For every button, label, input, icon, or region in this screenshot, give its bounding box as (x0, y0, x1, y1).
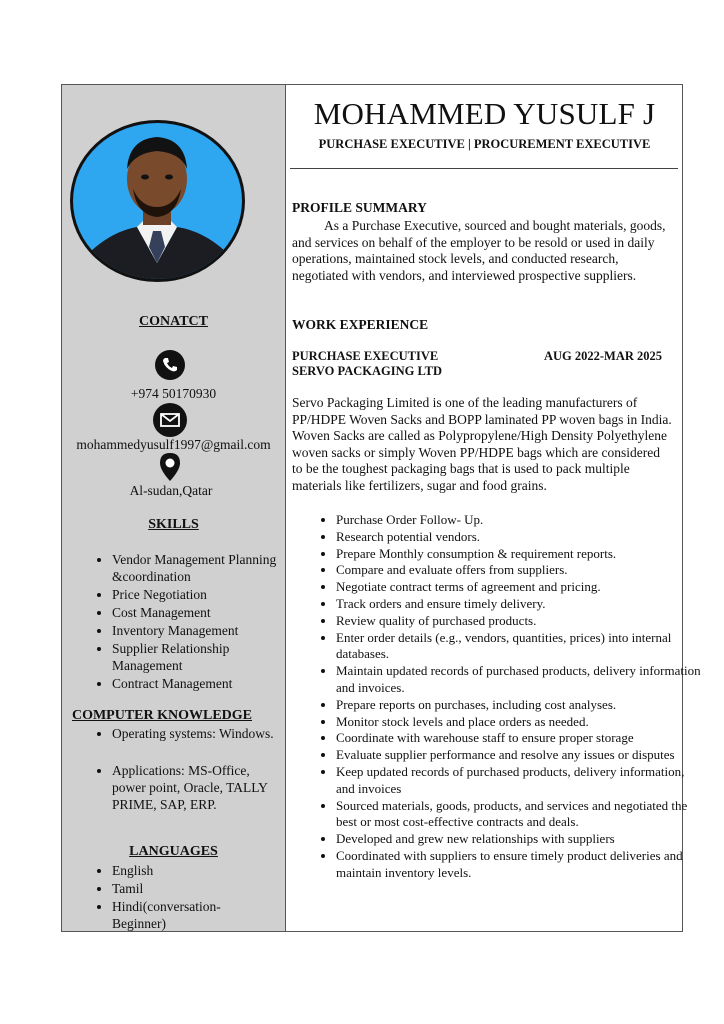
duty-item: • Evaluate supplier performance and resolve any issues or disputes (336, 747, 701, 764)
duty-item: • Prepare Monthly consumption & requirement reports. (336, 546, 701, 563)
profile-photo (70, 120, 245, 282)
skills-heading: SKILLS (148, 517, 199, 532)
company-description: Servo Packaging Limited is one of the leading manufacturers of PP/HDPE Woven Sacks and BOPP laminated PP woven bags in India. Woven Sacks are called as Polypropylene/High Density Polyethylene woven sacks or simply Woven PP/HDPE bags which are considered to be the toughest packaging bags that is used to pack multiple materials like fertilizers, sugar and food grains. (292, 395, 672, 493)
contact-heading: CONATCT (139, 314, 208, 329)
duties-list (310, 512, 701, 882)
duty-item: • Coordinate with warehouse staff to ensure proper storage (336, 730, 701, 747)
header-divider (290, 168, 678, 169)
profile-summary-heading: PROFILE SUMMARY (292, 200, 427, 215)
job-title: PURCHASE EXECUTIVE (292, 349, 439, 363)
email-address: mohammedyusulf1997@gmail.com (76, 437, 271, 452)
duty-item: • Monitor stock levels and place orders as needed. (336, 714, 701, 731)
duty-item: • Sourced materials, goods, products, and services and negotiated the best or most cost-effective contracts and deals. (336, 798, 701, 832)
email-icon (153, 403, 187, 437)
skill-item: • Contract Management (112, 675, 282, 692)
skill-item: • Vendor Management Planning &coordination (112, 551, 282, 585)
location: Al-sudan,Qatar (129, 483, 213, 498)
duty-item: • Research potential vendors. (336, 529, 701, 546)
computer-item: • Operating systems: Windows. (112, 725, 282, 742)
duty-item: • Compare and evaluate offers from suppliers. (336, 562, 701, 579)
phone-icon (155, 350, 185, 380)
phone-number: +974 50170930 (130, 386, 217, 401)
work-experience-heading: WORK EXPERIENCE (292, 317, 429, 332)
location-pin-icon (159, 452, 181, 482)
duty-item: • Keep updated records of purchased products, delivery information, and invoices (336, 764, 701, 798)
duty-item: • Negotiate contract terms of agreement and pricing. (336, 579, 701, 596)
language-item: • English (112, 862, 272, 879)
language-item: • Hindi(conversation-Beginner) (112, 898, 272, 932)
duty-item: • Coordinated with suppliers to ensure timely product deliveries and maintain inventory levels. (336, 848, 701, 882)
company-name: SERVO PACKAGING LTD (292, 364, 443, 378)
computer-knowledge-list (86, 725, 282, 814)
languages-list (86, 862, 272, 933)
profile-summary-text: As a Purchase Executive, sourced and bought materials, goods, and services on behalf of the employer to be resold or used in daily operations, maintained stock levels, and conducted research, negotiated with vendors, and interviewed prospective suppliers. (292, 218, 666, 283)
duty-item: • Review quality of purchased products. (336, 613, 701, 630)
languages-heading: LANGUAGES (129, 844, 218, 859)
skill-item: • Inventory Management (112, 622, 282, 639)
skills-list (86, 551, 282, 693)
language-item: • Tamil (112, 880, 272, 897)
job-dates: AUG 2022-MAR 2025 (543, 349, 662, 363)
skill-item: • Supplier Relationship Management (112, 640, 282, 674)
job-subtitle: PURCHASE EXECUTIVE | PROCUREMENT EXECUTIVE (318, 137, 651, 151)
duty-item: • Prepare reports on purchases, including cost analyses. (336, 697, 701, 714)
duty-item: • Developed and grew new relationships with suppliers (336, 831, 701, 848)
computer-item: • Applications: MS-Office, power point, Oracle, TALLY PRIME, SAP, ERP. (112, 762, 282, 813)
duty-item: • Track orders and ensure timely delivery. (336, 596, 701, 613)
skill-item: • Price Negotiation (112, 586, 282, 603)
job-title-row (292, 349, 672, 364)
skill-item: • Cost Management (112, 604, 282, 621)
duty-item: • Enter order details (e.g., vendors, quantities, prices) into internal databases. (336, 630, 701, 664)
duty-item: • Purchase Order Follow- Up. (336, 512, 701, 529)
duty-item: • Maintain updated records of purchased products, delivery information and invoices. (336, 663, 701, 697)
computer-knowledge-heading: COMPUTER KNOWLEDGE (71, 708, 253, 723)
candidate-name: MOHAMMED YUSULF J (313, 96, 656, 131)
